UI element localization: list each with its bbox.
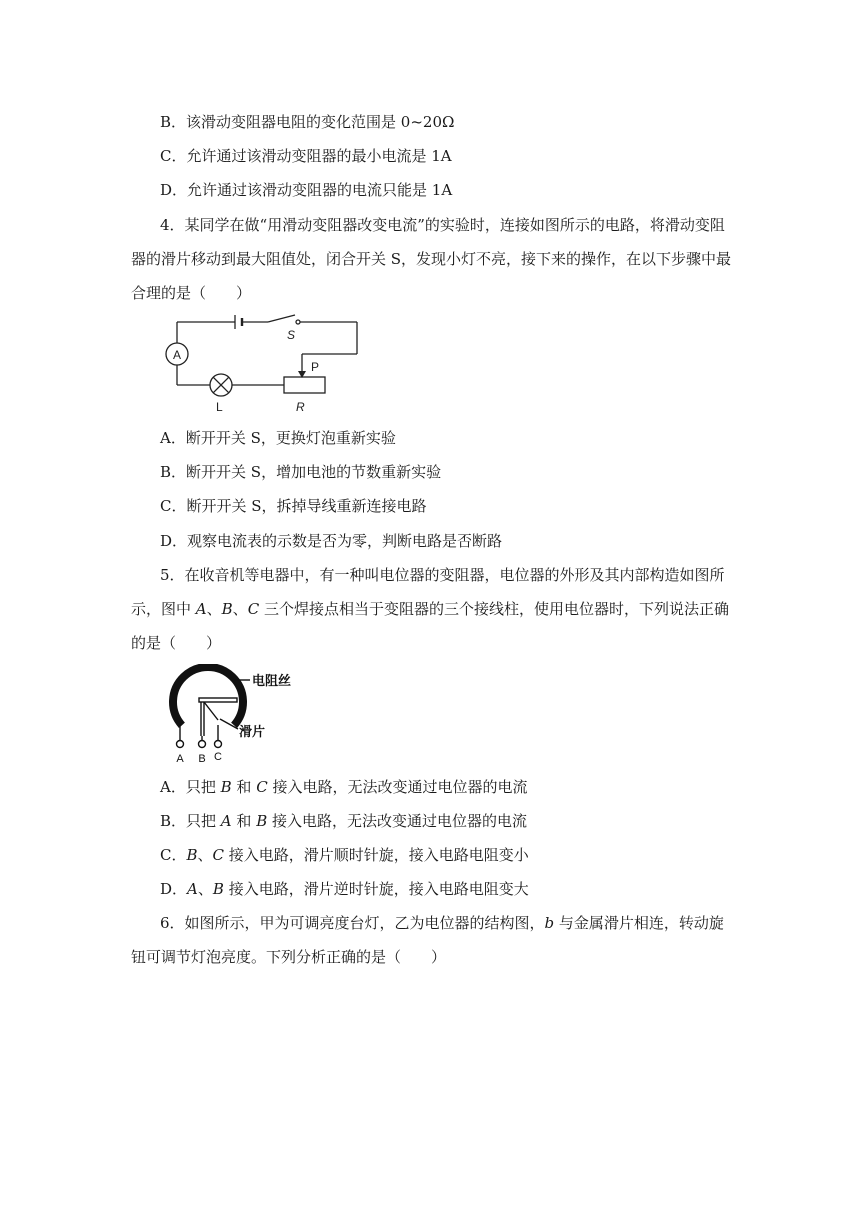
q4-option-b: B．断开开关 S，增加电池的节数重新实验 <box>160 463 442 481</box>
q5-option-a: A．只把 B 和 C 接入电路，无法改变通过电位器的电流 <box>160 778 528 796</box>
q5-stem-line3: 的是（ ） <box>131 634 222 652</box>
q3-option-c: C．允许通过该滑动变阻器的最小电流是 1A <box>160 147 452 165</box>
resistor-label: R <box>296 400 305 414</box>
q4-option-c: C．断开开关 S，拆掉导线重新连接电路 <box>160 497 427 515</box>
q4-option-d: D．观察电流表的示数是否为零，判断电路是否断路 <box>160 532 503 550</box>
slider-label: P <box>311 360 320 374</box>
q6-stem-line2: 钮可调节灯泡亮度。下列分析正确的是（ ） <box>131 948 447 966</box>
ammeter-label: A <box>172 348 182 362</box>
switch-label: S <box>287 328 296 342</box>
pin-c-label: C <box>214 751 222 763</box>
slider-piece-label: 滑片 <box>239 724 266 739</box>
q4-option-a: A．断开开关 S，更换灯泡重新实验 <box>160 429 396 447</box>
q4-stem-line2: 器的滑片移动到最大阻值处，闭合开关 S，发现小灯不亮，接下来的操作，在以下步骤中最 <box>131 250 732 268</box>
q5-stem-line2: 示，图中 A、B、C 三个焊接点相当于变阻器的三个接线柱，使用电位器时，下列说法正确 <box>131 600 729 618</box>
pin-a-label: A <box>176 753 184 765</box>
lamp-label: L <box>216 400 223 414</box>
pin-b-label: B <box>198 753 206 765</box>
q3-option-d: D．允许通过该滑动变阻器的电流只能是 1A <box>160 181 453 199</box>
q5-stem-line1: 5．在收音机等电器中，有一种叫电位器的变阻器，电位器的外形及其内部构造如图所 <box>160 566 725 584</box>
q5-option-c: C．B、C 接入电路，滑片顺时针旋，接入电路电阻变小 <box>160 846 529 864</box>
resistance-wire-label: 电阻丝 <box>252 673 292 688</box>
q5-option-b: B．只把 A 和 B 接入电路，无法改变通过电位器的电流 <box>160 812 527 830</box>
q4-stem-line3: 合理的是（ ） <box>131 284 252 302</box>
q5-potentiometer-diagram <box>158 664 308 766</box>
q6-stem-line1: 6．如图所示，甲为可调亮度台灯，乙为电位器的结构图，b 与金属滑片相连，转动旋 <box>160 914 724 932</box>
q3-option-b: B．该滑动变阻器电阻的变化范围是 0~20Ω <box>160 113 455 131</box>
q5-option-d: D．A、B 接入电路，滑片逆时针旋，接入电路电阻变大 <box>160 880 529 898</box>
q4-stem-line1: 4．某同学在做“用滑动变阻器改变电流”的实验时，连接如图所示的电路，将滑动变阻 <box>160 216 725 234</box>
q4-circuit-diagram <box>155 312 370 420</box>
